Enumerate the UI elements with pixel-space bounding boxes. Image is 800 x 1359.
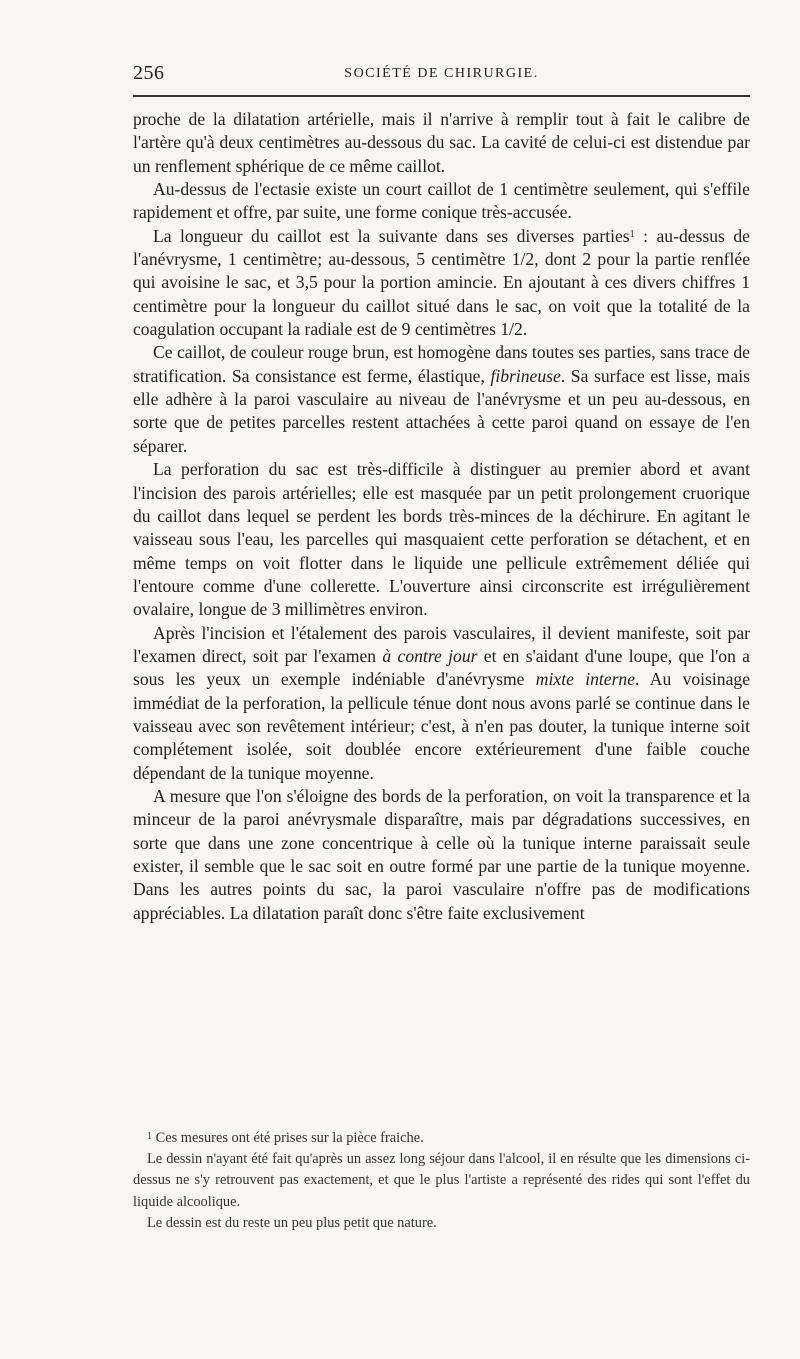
paragraph-6-italic-1: à contre jour <box>382 645 478 666</box>
paragraph-6-text-b: et en s'aidant d'une loupe, que l'on a sous les yeux un exemple indéniable d'anévrysme <box>133 645 750 690</box>
footnote-1 <box>133 1128 750 1149</box>
page-header <box>133 62 750 92</box>
footnote-1-text: Ces mesures ont été prises sur la pièce fraiche. <box>152 1130 424 1146</box>
paragraph-5: La perforation du sac est très-difficile à distinguer au premier abord et avant l'incision des parois artérielles; elle est masquée par un petit prolongement cruorique du caillot dans lequel se perdent les bords très-minces de la déchirure. En agitant le vaisseau sous l'eau, les parcelles qui masquaient cette perforation se détachent, et en même temps on voit flotter dans le liquide une pellicule extrêmement déliée qui l'entoure comme d'une collerette. L'ouverture ainsi circonscrite est irrégulièrement ovalaire, longue de 3 millimètres environ. <box>133 459 750 620</box>
footnote-ref-1[interactable]: 1 <box>629 228 635 240</box>
footnotes <box>133 1128 750 1234</box>
paragraph-4-italic: fibrineuse <box>490 365 561 386</box>
paragraph-6-text-a: Après l'incision et l'étalement des parois vasculaires, il devient manifeste, soit par l'examen direct, soit par l'examen <box>133 622 750 666</box>
header-rule <box>133 95 750 97</box>
body-text <box>133 108 750 925</box>
page-number: 256 <box>133 62 165 84</box>
paragraph-4 <box>133 341 750 458</box>
paragraph-2: Au-dessus de l'ectasie existe un court caillot de 1 centimètre seulement, qui s'effile rapidement et offre, par suite, une forme conique très-accusée. <box>133 179 750 223</box>
paragraph-6-italic-2: mixte interne <box>535 669 636 690</box>
paragraph-3 <box>133 225 750 342</box>
paragraph-4-text-b: . Sa surface est lisse, mais elle adhère à la paroi vasculaire au niveau de l'anévrysme et un peu au-dessous, en sorte que de petites parcelles restent attachées à cette paroi quand on essaye de l'en séparer. <box>133 365 750 456</box>
footnote-1-marker: 1 <box>147 1131 152 1142</box>
paragraph-1: proche de la dilatation artérielle, mais il n'arrive à remplir tout à fait le calibre de l'artère qu'à deux centimètres au-dessous du sac. La cavité de celui-ci est distendue par un renflement sphérique de ce même caillot. <box>133 109 750 176</box>
paragraph-4-text-a: Ce caillot, de couleur rouge brun, est homogène dans toutes ses parties, sans trace de stratification. Sa consistance est ferme, élastique, <box>133 342 750 386</box>
paragraph-3-text-b: : au-dessus de l'anévrysme, 1 centimètre; au-dessous, 5 centimètre 1/2, dont 2 pour la partie renflée qui avoisine le sac, et 3,5 pour la portion amincie. En ajoutant à ces divers chiffres 1 centimètre pour la longueur du caillot situé dans le sac, on voit que la totalité de la coagulation occupant la radiale est de 9 centimètres 1/2. <box>133 225 750 340</box>
paragraph-6-text-c: . Au voisinage immédiat de la perforation, la pellicule ténue dont nous avons parlé se continue dans le vaisseau avec son revêtement intérieur; c'est, à n'en pas douter, la tunique interne soit complétement isolée, soit doublée encore extérieurement d'une faible couche dépendant de la tunique moyenne. <box>133 669 751 783</box>
footnote-3: Le dessin est du reste un peu plus petit que nature. <box>147 1214 437 1231</box>
paragraph-6 <box>133 622 750 785</box>
footnote-2: Le dessin n'ayant été fait qu'après un assez long séjour dans l'alcool, il en résulte que les dimensions ci-dessus ne s'y retrouvent pas exactement, et que le plus l'artiste a représenté des rides qui sont l'effet du liquide alcoolique. <box>133 1151 750 1210</box>
paragraph-7: A mesure que l'on s'éloigne des bords de la perforation, on voit la transparence et la minceur de la paroi anévrysmale disparaître, mais par dégradations successives, en sorte que dans une zone concentrique à celle où la tunique interne paraissait seule exister, il semble que le sac soit en outre formé par une partie de la tunique moyenne. Dans les autres points du sac, la paroi vasculaire n'offre pas de modifications appréciables. La dilatation paraît donc s'être faite exclusivement <box>133 785 750 923</box>
paragraph-3-text-a: La longueur du caillot est la suivante dans ses diverses parties <box>153 225 630 246</box>
running-title: SOCIÉTÉ DE CHIRURGIE. <box>344 66 539 81</box>
